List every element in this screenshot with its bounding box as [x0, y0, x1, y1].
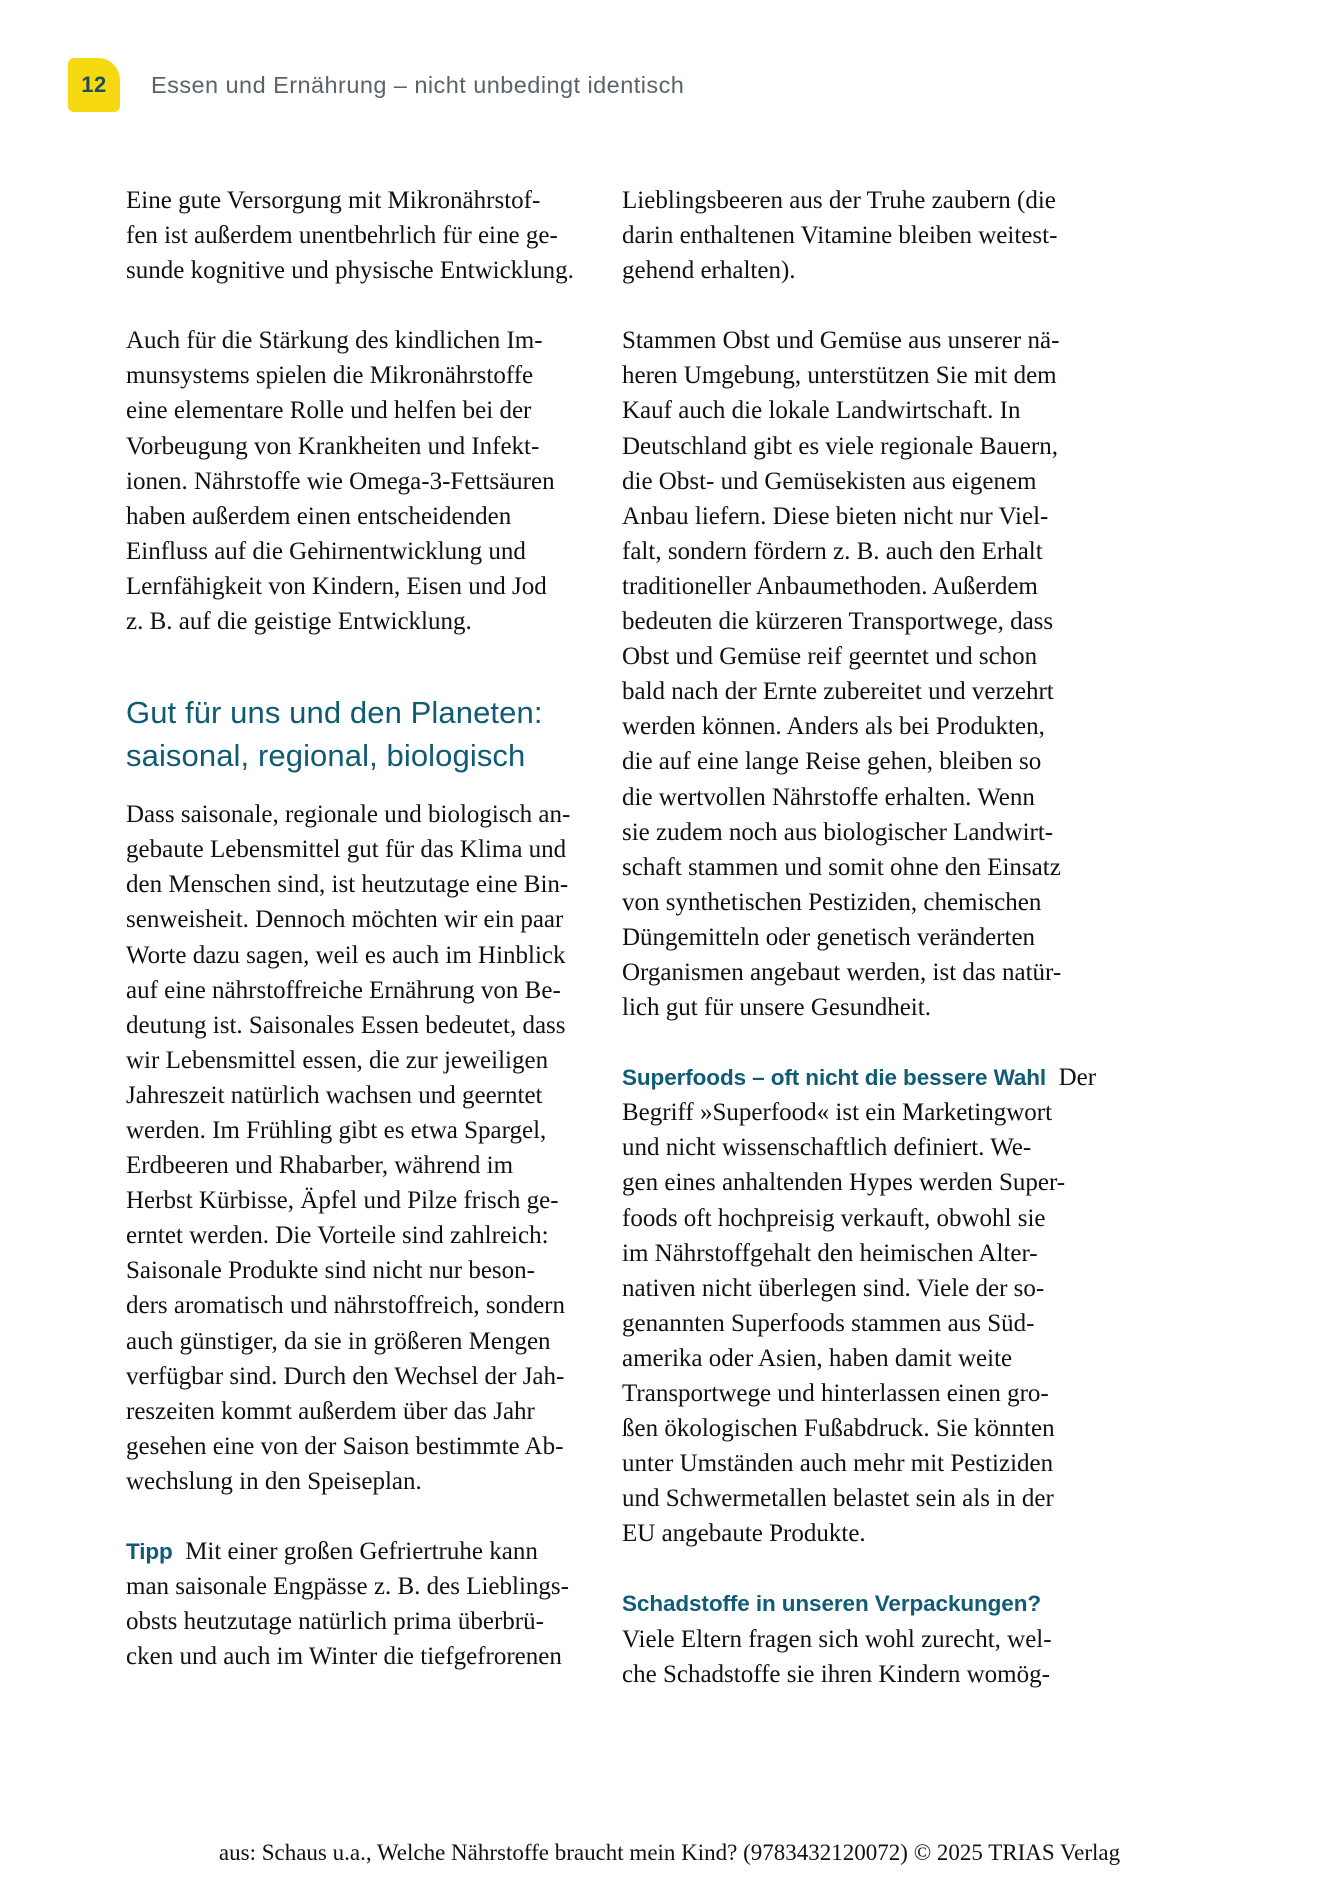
- text-line: sie zudem noch aus biologischer Landwirt-: [622, 818, 1054, 846]
- text-line: Stammen Obst und Gemüse aus unserer nä-: [622, 327, 1060, 355]
- paragraph: [126, 323, 556, 639]
- text-line: EU angebaute Produkte.: [622, 1520, 866, 1548]
- text-line: reszeiten kommt außerdem über das Jahr: [126, 1397, 535, 1425]
- text-line: [622, 1060, 1097, 1095]
- text-line: gebaute Lebensmittel gut für das Klima und: [126, 836, 567, 864]
- chapter-title: Essen und Ernährung – nicht unbedingt identisch: [151, 71, 685, 98]
- text-line: Transportwege und hinterlassen einen gro-: [622, 1380, 1049, 1407]
- text-line: Einfluss auf die Gehirnentwicklung und: [126, 537, 526, 565]
- text-line: Erdbeeren und Rhabarber, während im: [126, 1152, 514, 1180]
- text-line: Anbau liefern. Diese bieten nicht nur Viel-: [622, 502, 1049, 530]
- text-line: wir Lebensmittel essen, die zur jeweiligen: [126, 1046, 549, 1074]
- text-line: Dass saisonale, regionale und biologisch an-: [126, 801, 571, 829]
- text-fragment: Mit einer großen Gefriertruhe kann: [172, 1538, 538, 1565]
- text-line: haben außerdem einen entscheidenden: [126, 502, 512, 530]
- text-line: sunde kognitive und physische Entwicklung.: [126, 257, 574, 285]
- text-line: darin enthaltenen Vitamine bleiben weitest-: [622, 222, 1058, 250]
- tip-paragraph: [126, 1534, 569, 1674]
- text-line: im Nährstoffgehalt den heimischen Alter-: [622, 1239, 1038, 1267]
- text-line: gehend erhalten).: [622, 257, 796, 285]
- text-line: traditioneller Anbaumethoden. Außerdem: [622, 572, 1038, 600]
- text-line: Begriff »Superfood« ist ein Marketingwort: [622, 1099, 1053, 1127]
- text-line: nativen nicht überlegen sind. Viele der so-: [622, 1274, 1045, 1302]
- text-line: Deutschland gibt es viele regionale Bauern,: [622, 432, 1058, 460]
- text-line: bedeuten die kürzeren Transportwege, dass: [622, 608, 1054, 636]
- section-heading-line: Gut für uns und den Planeten:: [126, 695, 543, 731]
- text-line: genannten Superfoods stammen aus Süd-: [622, 1309, 1035, 1337]
- section-heading-line: saisonal, regional, biologisch: [126, 738, 526, 774]
- text-line: munsystems spielen die Mikronährstoffe: [126, 362, 534, 390]
- text-line: die auf eine lange Reise gehen, bleiben so: [622, 748, 1042, 776]
- text-line: Auch für die Stärkung des kindlichen Im-: [126, 327, 543, 355]
- section-heading: [126, 639, 556, 797]
- text-line: auch günstiger, da sie in größeren Mengen: [126, 1327, 551, 1355]
- text-line: heren Umgebung, unterstützen Sie mit dem: [622, 362, 1057, 390]
- paragraph: [126, 797, 571, 1499]
- text-line: von synthetischen Pestiziden, chemischen: [622, 888, 1042, 916]
- text-line: wechslung in den Speiseplan.: [126, 1467, 422, 1495]
- text-line: Düngemitteln oder genetisch veränderten: [622, 923, 1036, 951]
- text-line: erntet werden. Die Vorteile sind zahlreich:: [126, 1222, 549, 1250]
- page-running-header: [68, 58, 684, 112]
- text-line: foods oft hochpreisig verkauft, obwohl sie: [622, 1204, 1046, 1232]
- text-line: Lieblingsbeeren aus der Truhe zaubern (die: [622, 187, 1056, 214]
- paragraph: [622, 323, 1062, 1025]
- body-columns: [126, 183, 1097, 1692]
- tip-lead-in: Tipp: [126, 1539, 173, 1564]
- text-line: obsts heutzutage natürlich prima überbrü-: [126, 1608, 544, 1636]
- text-line: Viele Eltern fragen sich wohl zurecht, wel-: [622, 1625, 1052, 1653]
- packaging-paragraph: [622, 1586, 1056, 1691]
- text-line: cken und auch im Winter die tiefgefrorenen: [126, 1643, 562, 1671]
- text-line: schaft stammen und somit ohne den Einsatz: [622, 853, 1061, 881]
- text-line: die wertvollen Nährstoffe erhalten. Wenn: [622, 783, 1035, 811]
- text-line: fen ist außerdem unentbehrlich für eine ge-: [126, 222, 558, 250]
- text-line: Worte dazu sagen, weil es auch im Hinblick: [126, 941, 566, 969]
- text-line: z. B. auf die geistige Entwicklung.: [126, 608, 472, 636]
- text-line: lich gut für unsere Gesundheit.: [622, 994, 931, 1022]
- text-line: ders aromatisch und nährstoffreich, sondern: [126, 1292, 565, 1320]
- text-line: gen eines anhaltenden Hypes werden Super-: [622, 1169, 1066, 1197]
- superfoods-paragraph: [622, 1060, 1097, 1551]
- text-line: senweisheit. Dennoch möchten wir ein paar: [126, 906, 564, 934]
- text-line: verfügbar sind. Durch den Wechsel der Jah-: [126, 1362, 565, 1390]
- paragraph: [126, 183, 574, 288]
- text-line: Lernfähigkeit von Kindern, Eisen und Jod: [126, 572, 547, 600]
- text-line: Jahreszeit natürlich wachsen und geerntet: [126, 1081, 543, 1109]
- text-line: eine elementare Rolle und helfen bei der: [126, 397, 532, 425]
- text-line: Obst und Gemüse reif geerntet und schon: [622, 643, 1038, 671]
- text-line: [126, 1534, 556, 1569]
- text-line: bald nach der Ernte zubereitet und verzehrt: [622, 678, 1054, 706]
- text-line: den Menschen sind, ist heutzutage eine Bin-: [126, 871, 569, 899]
- text-fragment: Der: [1046, 1064, 1097, 1092]
- superfoods-lead-in: Superfoods – oft nicht die bessere Wahl: [622, 1065, 1047, 1091]
- text-line: unter Umständen auch mehr mit Pestiziden: [622, 1450, 1054, 1478]
- text-line: werden. Im Frühling gibt es etwa Spargel,: [126, 1116, 547, 1144]
- text-line: deutung ist. Saisonales Essen bedeutet, dass: [126, 1011, 566, 1039]
- page-number-badge: [68, 58, 120, 112]
- page-number: 12: [81, 72, 107, 97]
- text-line: Eine gute Versorgung mit Mikronährstof-: [126, 187, 541, 214]
- text-line: werden können. Anders als bei Produkten,: [622, 713, 1045, 741]
- text-line: Saisonale Produkte sind nicht nur beson-: [126, 1257, 535, 1285]
- text-line: amerika oder Asien, haben damit weite: [622, 1344, 1013, 1372]
- text-line: und Schwermetallen belastet sein als in der: [622, 1485, 1054, 1513]
- text-line: ßen ökologischen Fußabdruck. Sie könnten: [622, 1415, 1055, 1443]
- text-line: Organismen angebaut werden, ist das natür-: [622, 958, 1062, 986]
- paragraph: [622, 183, 1056, 288]
- text-line: che Schadstoffe sie ihren Kindern womög-: [622, 1660, 1050, 1688]
- text-line: Kauf auch die lokale Landwirtschaft. In: [622, 397, 1021, 425]
- text-line: Vorbeugung von Krankheiten und Infekt-: [126, 432, 540, 460]
- text-line: und nicht wissenschaftlich definiert. We-: [622, 1134, 1032, 1162]
- right-column: [622, 183, 1097, 1692]
- text-line: Herbst Kürbisse, Äpfel und Pilze frisch ge-: [126, 1187, 559, 1215]
- text-line: auf eine nährstoffreiche Ernährung von Be-: [126, 976, 561, 1004]
- text-line: falt, sondern fördern z. B. auch den Erhalt: [622, 537, 1043, 565]
- page-footer-attribution: aus: Schaus u.a., Welche Nährstoffe braucht mein Kind? (9783432120072) © 2025 TRIAS Verlag: [218, 1840, 1121, 1865]
- packaging-heading: Schadstoffe in unseren Verpackungen?: [622, 1591, 1042, 1617]
- text-line: die Obst- und Gemüsekisten aus eigenem: [622, 467, 1037, 495]
- text-line: ionen. Nährstoffe wie Omega-3-Fettsäuren: [126, 467, 555, 495]
- left-column: [126, 183, 574, 1692]
- text-line: man saisonale Engpässe z. B. des Lieblings-: [126, 1573, 569, 1601]
- text-line: gesehen eine von der Saison bestimmte Ab-: [126, 1432, 564, 1460]
